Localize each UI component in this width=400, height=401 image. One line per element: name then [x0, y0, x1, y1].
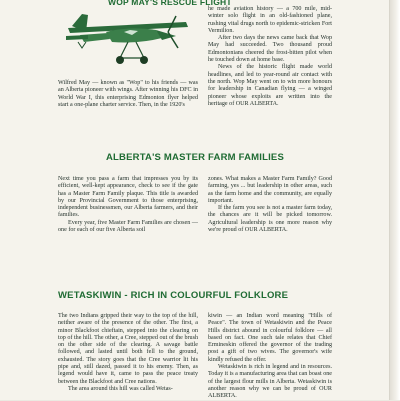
airplane-illustration [58, 2, 200, 72]
column-wetaskiwin-left [58, 313, 198, 393]
paragraph: News of the historic flight made world headlines, and led to year-round air contact with the north. Wop May went on to win more honours for leadership in Canadian flying — a winged pioneer whose exploits are written into the heritage of OUR ALBERTA. [208, 64, 332, 107]
section-title-wetaskiwin: WETASKIWIN - RICH IN COLOURFUL FOLKLORE [58, 290, 289, 301]
paragraph: Wetaskiwin is rich in legend and in resources. Today it is a manufacturing area that can boast one of the largest flour mills in Alberta. Wetaskiwin is another reason why we can be proud of OUR ALBERTA. [208, 364, 332, 400]
column-wetaskiwin-right [208, 313, 332, 401]
paragraph: After two days the news came back that Wop May had succeeded. Two thousand proud Edmontonians cheered the frost-bitten pilot when he touched down at home base. [208, 35, 332, 64]
paragraph: The two Indians gripped their way to the top of the hill, neither aware of the presence of the other. The first, a minor Blackfoot chieftain, stepped into the clearing on top of the hill. The other, a Cree, stepped out of the brush on the other side of the clearing. A savage battle followed, and lasted until both fell to the ground, exhausted. The story goes that the Cree warrior lit his pipe and, still dazed, passed it to his enemy. Then, as legend would have it, came to pass the peace treaty between the Blackfoot and Cree nations. [58, 313, 198, 385]
column-rescue-right [208, 6, 332, 108]
page-binding-edge [390, 0, 400, 400]
paragraph: Every year, five Master Farm Families are chosen — one for each of our five Alberta soil [58, 219, 198, 234]
section-title-master-farm-families: ALBERTA'S MASTER FARM FAMILIES [105, 152, 285, 163]
column-farm-right [208, 176, 332, 234]
paragraph: The area around this hill was called Wetas- [68, 385, 173, 392]
paragraph: kiwin — an Indian word meaning "Hills of Peace". The town of Wetaskiwin and the Peace Hills district abound in colourful folklore — all based on fact. One such tale relates that Chief Ermineskin offered the governor of the trading post a gift of two wives. The governor's wife kindly refused the offer. [208, 313, 332, 363]
paragraph: Wilfred May — known as "Wop" to his friends — was an Alberta pioneer with wings. After winning his DFC in World War I, this enterprising Edmonton flyer helped start a one-plane charter service. Then, in the 1920's [58, 80, 198, 108]
paragraph: If the farm you see is not a master farm today, the chances are it will be picked tomorrow. Agricultural leadership is one more reason why we're proud of OUR ALBERTA. [208, 205, 332, 234]
paragraph: zones. What makes a Master Farm Family? Good farming, yes ... but leadership in other areas, such as the farm home and the community, are equally important. [208, 176, 332, 204]
column-rescue-left [58, 80, 198, 109]
paragraph: Next time you pass a farm that impresses you by its efficient, well-kept appearance, check to see if the gate has a Master Farm Family plaque. This title is awarded by our Provincial Government to those enterprising, independent businessmen, our Alberta farmers, and their families. [58, 176, 198, 219]
paragraph: he made aviation history — a 700 mile, mid-winter solo flight in an old-fashioned plane, rushing vital drugs north to epidemic-stricken Fort Vermilion. [208, 6, 332, 34]
column-farm-left [58, 176, 198, 234]
section-title-rescue-flight: WOP MAY'S RESCUE FLIGHT [108, 0, 232, 7]
